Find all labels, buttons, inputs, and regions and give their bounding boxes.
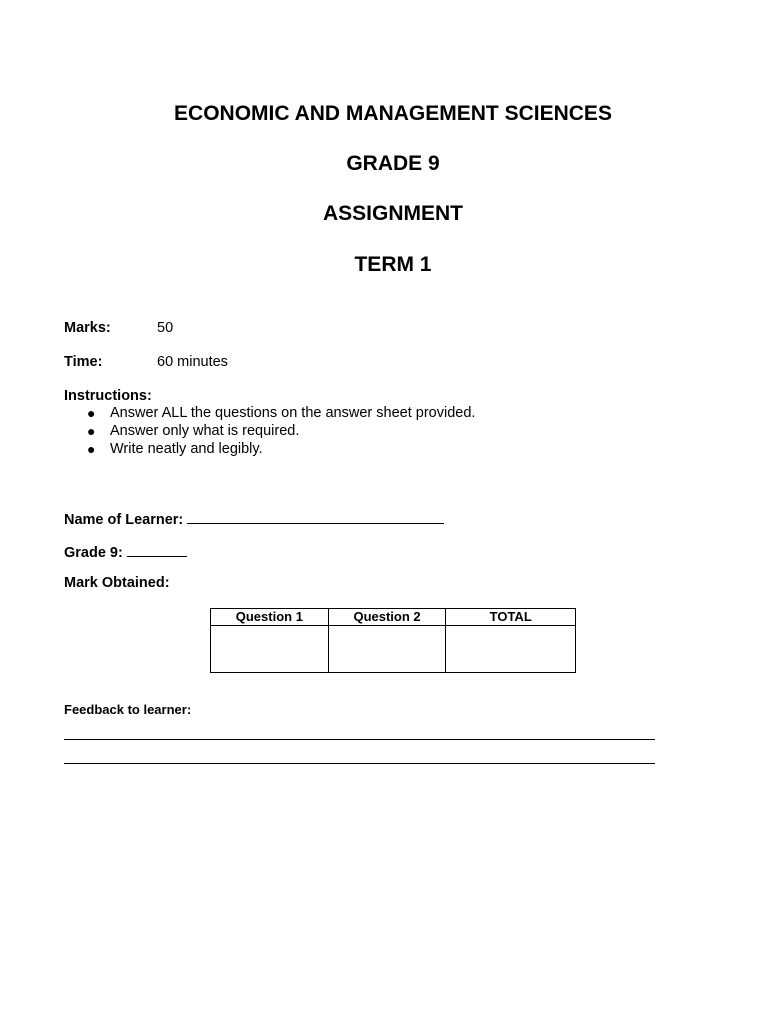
bullet-icon: ● (87, 423, 96, 439)
learner-name-row (64, 508, 444, 529)
learner-grade-row (64, 541, 187, 562)
marks-table (210, 608, 576, 673)
subject-title: ECONOMIC AND MANAGEMENT SCIENCES (174, 102, 612, 125)
marks-label: Marks: (64, 320, 111, 336)
total-header: TOTAL (446, 609, 576, 626)
instruction-item (86, 422, 475, 440)
instructions-label: Instructions: (64, 388, 152, 404)
question-1-header: Question 1 (211, 609, 329, 626)
time-label: Time: (64, 354, 103, 370)
feedback-label: Feedback to learner: (64, 702, 192, 717)
time-value: 60 minutes (157, 354, 228, 370)
marks-table-header-row (211, 609, 576, 626)
mark-obtained-label: Mark Obtained: (64, 575, 170, 591)
assignment-title: ASSIGNMENT (322, 202, 463, 225)
bullet-icon: ● (87, 405, 96, 421)
instructions-list (86, 404, 475, 458)
learner-grade-field[interactable] (127, 541, 187, 557)
marks-value: 50 (157, 320, 174, 336)
instruction-item (86, 440, 475, 458)
instruction-text: Answer ALL the questions on the answer sheet provided. (110, 405, 476, 421)
term-title: TERM 1 (354, 253, 432, 276)
feedback-line[interactable] (64, 739, 655, 740)
learner-name-label: Name of Learner: (64, 512, 184, 528)
learner-grade-label: Grade 9: (64, 545, 123, 561)
question-1-mark-cell[interactable] (211, 626, 329, 673)
total-mark-cell[interactable] (446, 626, 576, 673)
instruction-text: Write neatly and legibly. (110, 441, 263, 457)
marks-table-row (211, 626, 576, 673)
grade-title: GRADE 9 (346, 152, 440, 175)
question-2-header: Question 2 (328, 609, 446, 626)
question-2-mark-cell[interactable] (328, 626, 446, 673)
bullet-icon: ● (87, 441, 96, 457)
instruction-item (86, 404, 475, 422)
learner-name-field[interactable] (187, 508, 444, 524)
feedback-line[interactable] (64, 763, 655, 764)
instruction-text: Answer only what is required. (110, 423, 300, 439)
